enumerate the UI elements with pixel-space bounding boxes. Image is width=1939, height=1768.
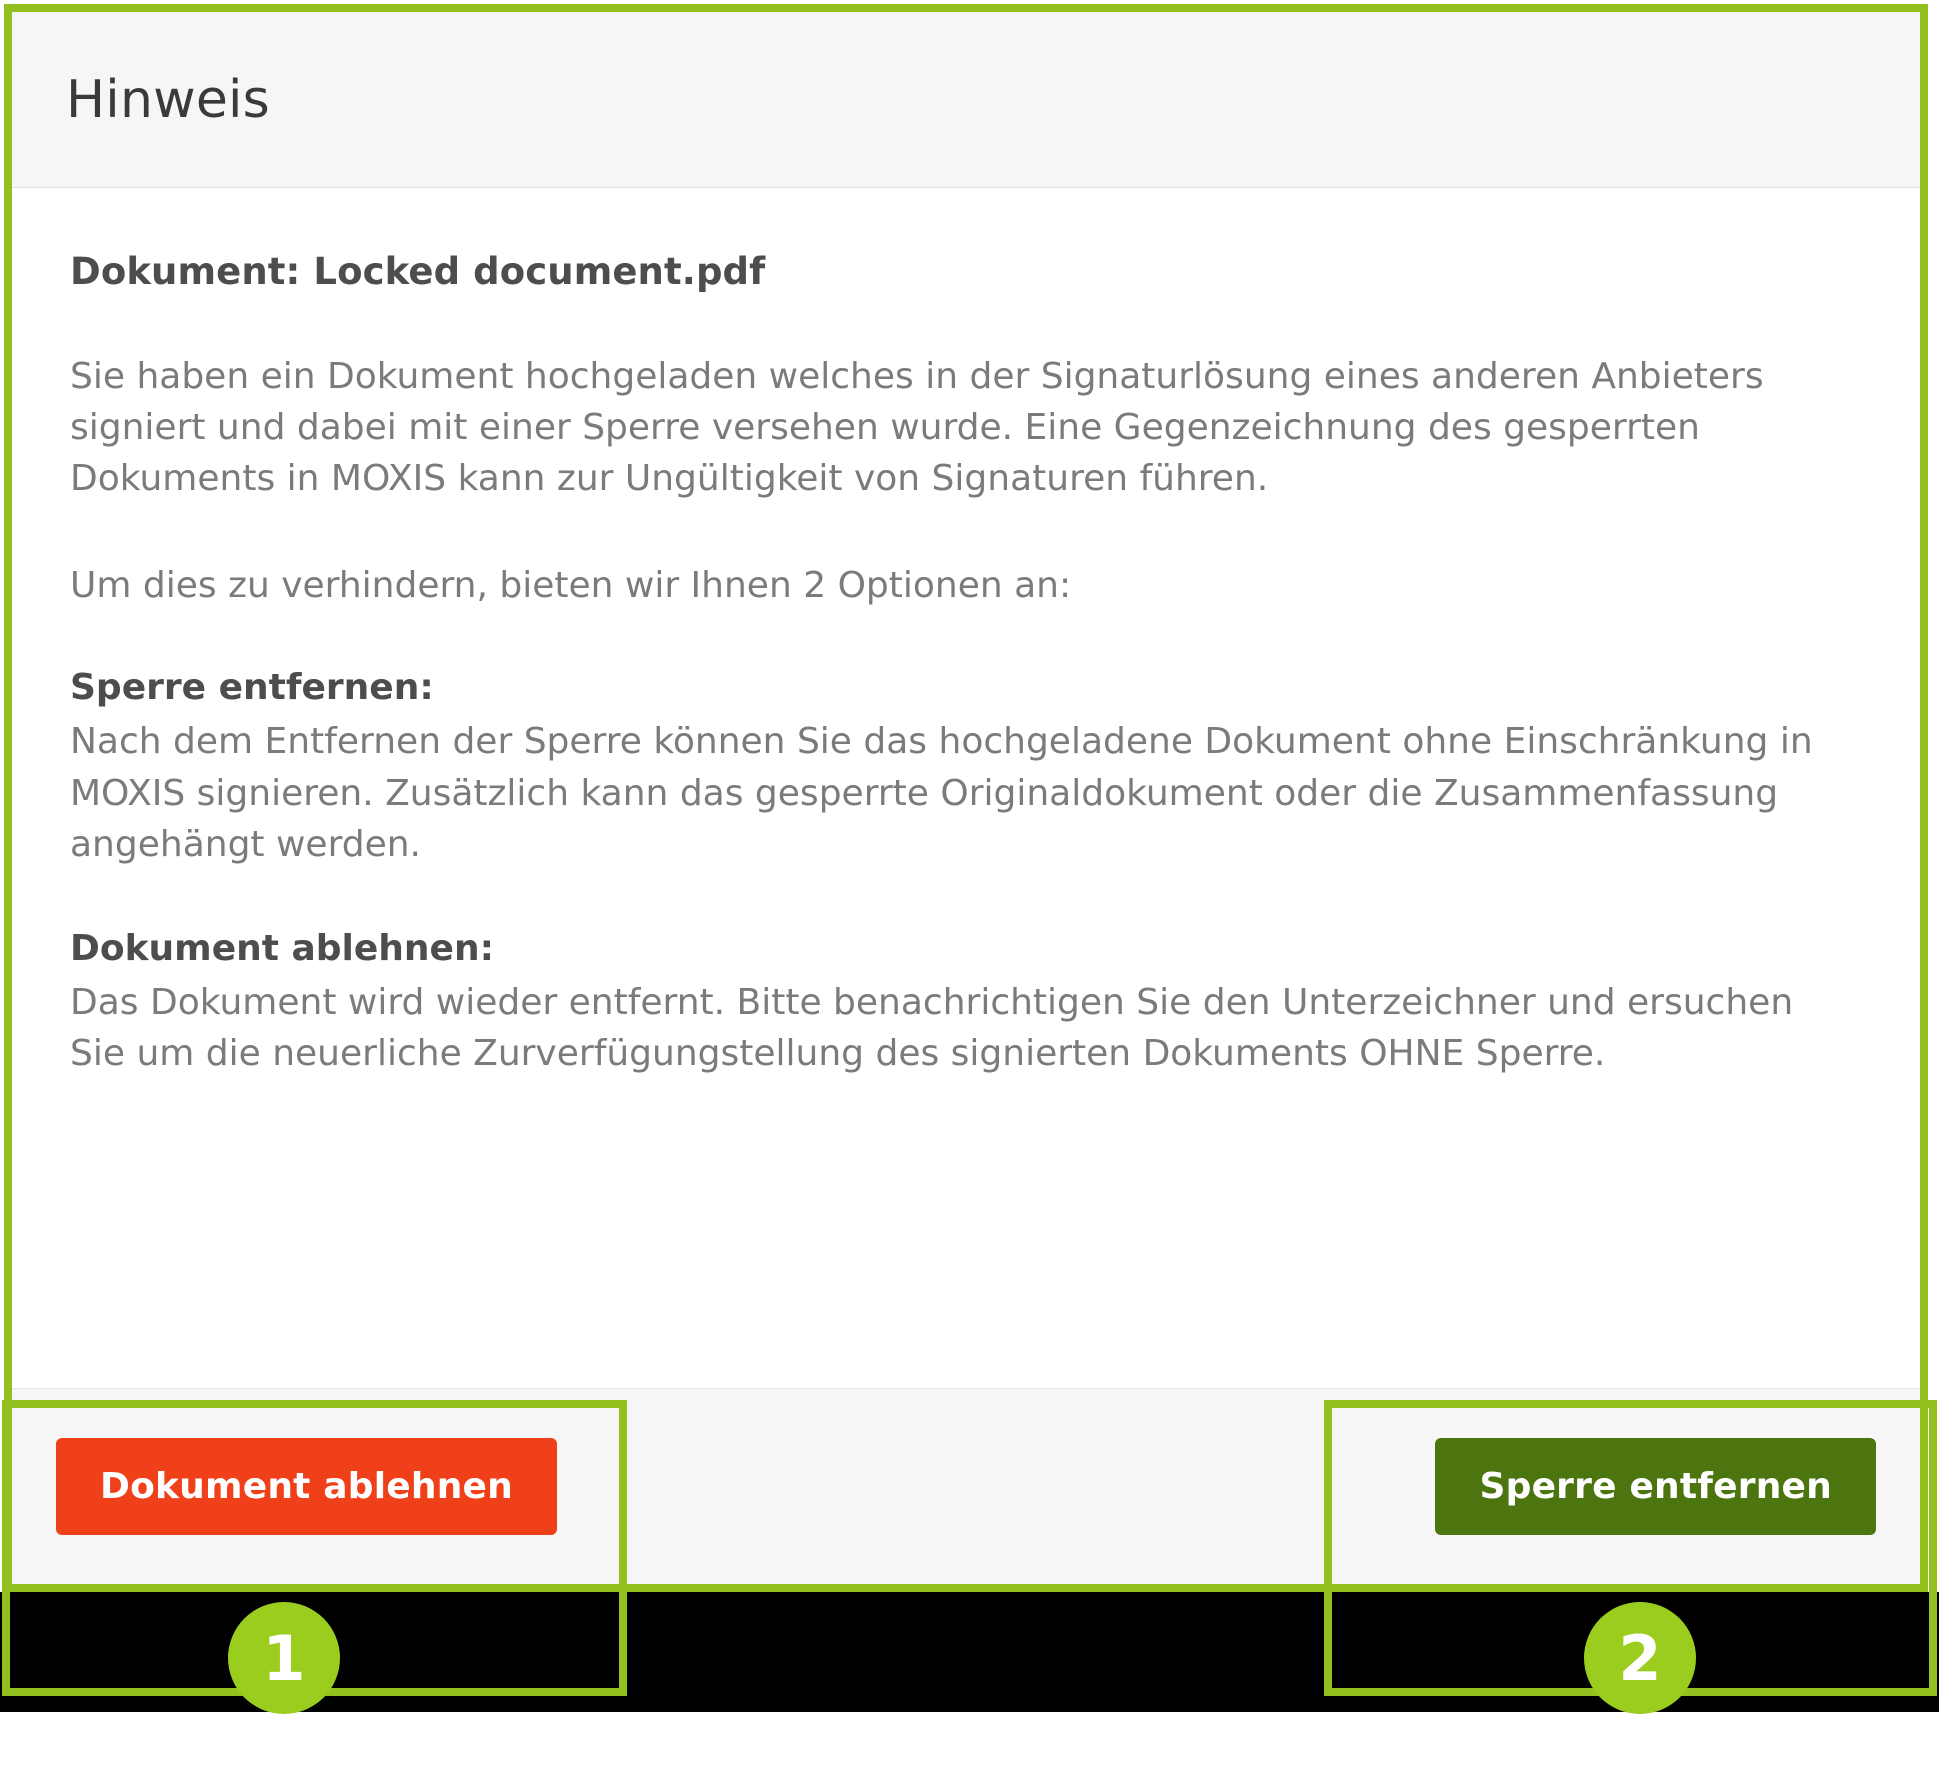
callout-badge-1: 1: [228, 1602, 340, 1714]
dialog-header: [12, 12, 1920, 188]
dialog-footer: [12, 1388, 1920, 1584]
callout-badge-2: 2: [1584, 1602, 1696, 1714]
dialog-title: Hinweis: [66, 69, 270, 130]
section-remove-lock-text: Nach dem Entfernen der Sperre können Sie das hochgeladene Dokument ohne Einschränkung in MOXIS signieren. Zusätzlich kann das gesperrte Originaldokument oder die Zusammenfassung angehängt werden.: [70, 721, 1813, 865]
section-reject-document-text: Das Dokument wird wieder entfernt. Bitte benachrichtigen Sie den Unterzeichner und ersuchen Sie um die neuerliche Zurverfügungstellung des signierten Dokuments OHNE Sperre.: [70, 981, 1794, 1074]
bottom-white-strip: [0, 1712, 1939, 1768]
hinweis-dialog: [12, 12, 1920, 1584]
document-name-line: Dokument: Locked document.pdf: [70, 250, 766, 293]
section-reject-document: [70, 928, 1864, 1079]
intro-paragraph: Sie haben ein Dokument hochgeladen welches in der Signaturlösung eines anderen Anbieters signiert und dabei mit einer Sperre versehen wurde. Eine Gegenzeichnung des gesperrten Dokuments in MOXIS kann zur Ungültigkeit von Signaturen führen.: [70, 356, 1764, 500]
section-reject-document-heading: Dokument ablehnen:: [70, 927, 495, 969]
section-remove-lock: [70, 667, 1864, 869]
remove-lock-button[interactable]: Sperre entfernen: [1435, 1438, 1876, 1535]
section-remove-lock-heading: Sperre entfernen:: [70, 667, 434, 709]
reject-document-button[interactable]: Dokument ablehnen: [56, 1438, 557, 1535]
dialog-body: [12, 188, 1920, 1388]
options-paragraph: Um dies zu verhindern, bieten wir Ihnen 2 Optionen an:: [70, 565, 1072, 607]
